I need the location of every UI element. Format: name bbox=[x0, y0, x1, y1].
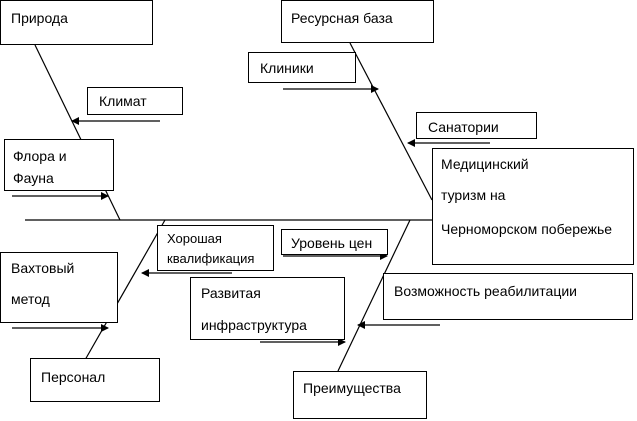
node-resursnaya-baza bbox=[281, 0, 434, 43]
node-priroda-label: Природа bbox=[11, 10, 68, 26]
node-khoroshaya-label-line1: Хорошая bbox=[167, 231, 222, 246]
node-vozmozhnost-reabilitatsii bbox=[383, 273, 633, 320]
node-kliniki-label: Клиники bbox=[260, 60, 314, 76]
node-sanatorii-label: Санатории bbox=[428, 119, 499, 135]
node-vakhtovy-label-line1: Вахтовый bbox=[11, 260, 75, 276]
node-resursnaya-baza-label: Ресурсная база bbox=[291, 10, 393, 26]
bone-priroda bbox=[35, 45, 120, 220]
node-personal-label: Персонал bbox=[41, 369, 106, 385]
node-klimat-label: Климат bbox=[99, 93, 147, 109]
node-flora-fauna bbox=[4, 139, 114, 191]
node-khoroshaya-kvalifikatsiya bbox=[157, 225, 274, 271]
node-uroven-cen-label: Уровень цен bbox=[291, 235, 373, 251]
node-uroven-cen bbox=[281, 229, 388, 255]
node-kliniki bbox=[248, 52, 356, 83]
node-razvitaya-label-line1: Развитая bbox=[201, 285, 261, 301]
node-vozmozhnost-label: Возможность реабилитации bbox=[394, 283, 578, 299]
node-preimushchestva bbox=[293, 371, 427, 419]
node-vakhtovy-metod bbox=[0, 252, 118, 323]
node-sanatorii bbox=[416, 112, 537, 139]
node-razvitaya-infrastruktura bbox=[190, 277, 345, 340]
node-priroda bbox=[0, 0, 153, 45]
node-khoroshaya-label-line2: квалификация bbox=[167, 251, 255, 266]
node-klimat bbox=[87, 87, 183, 115]
node-razvitaya-label-line2: инфраструктура bbox=[201, 317, 307, 333]
effect-label-line3: Черноморском побережье bbox=[441, 221, 613, 237]
node-flora-label-line1: Флора и bbox=[13, 148, 67, 164]
node-flora-label-line2: Фауна bbox=[13, 170, 54, 186]
effect-label-line1: Медицинский bbox=[441, 156, 529, 172]
node-personal bbox=[30, 358, 160, 402]
node-preimushchestva-label: Преимущества bbox=[303, 380, 401, 396]
node-vakhtovy-label-line2: метод bbox=[11, 291, 50, 307]
effect-box bbox=[432, 148, 634, 265]
effect-label-line2: туризм на bbox=[441, 187, 506, 203]
